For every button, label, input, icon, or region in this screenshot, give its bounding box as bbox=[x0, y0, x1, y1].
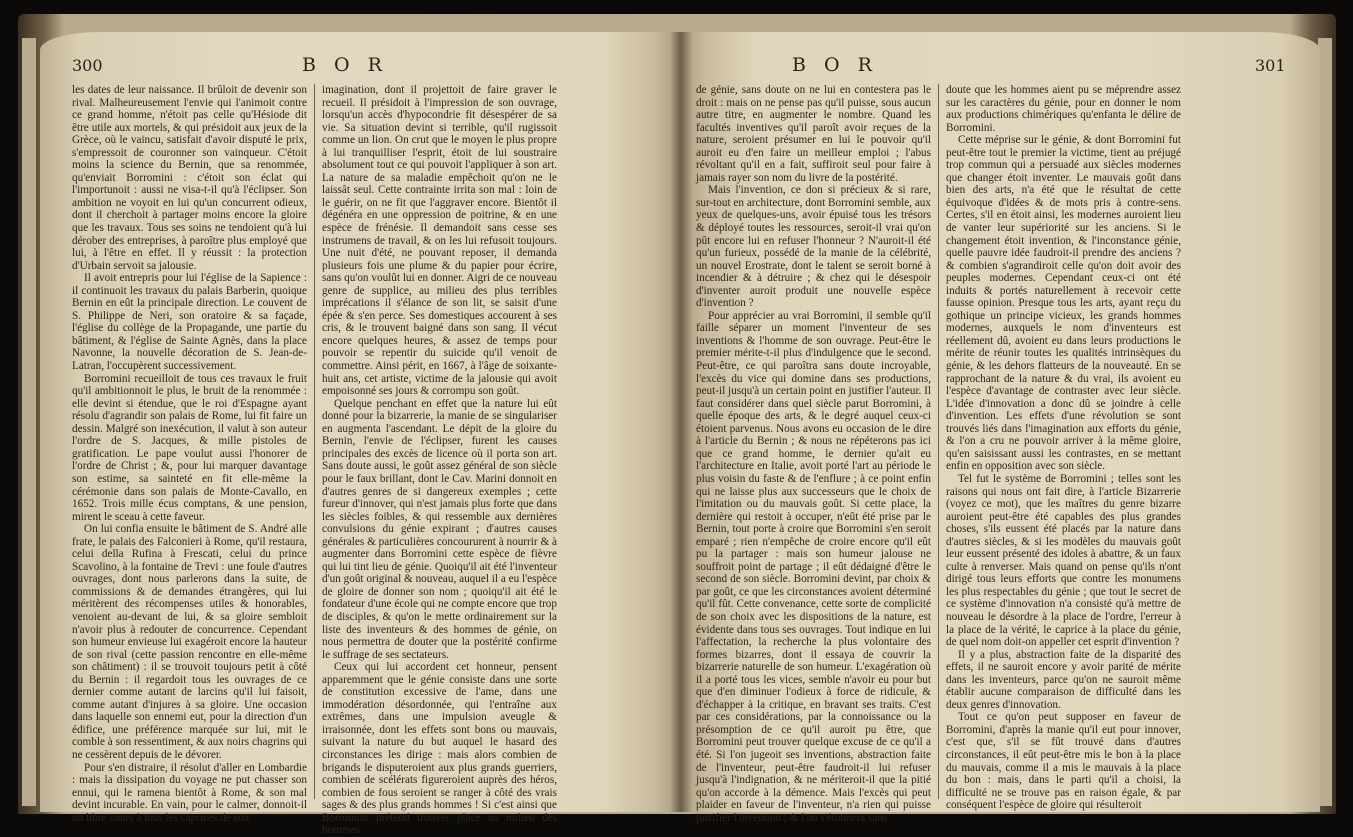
paragraph: Il avoit entrepris pour lui l'église de la Sapience : il continuoit les travaux du palais Barberin, quoique Bernin en eût la principale direction. Le couvent de S. Philippe de Neri, son oratoire & sa façade, l'église du collège de la Propagande, une partie du bâtiment, & l'église de Sainte Agnès, dans la place Navonne, la nouvelle décoration de S. Jean-de-Latran, l'occupèrent successivement. bbox=[72, 272, 307, 373]
right-page bbox=[680, 32, 1320, 824]
right-page-number: 301 bbox=[1255, 56, 1286, 75]
left-column-2 bbox=[322, 84, 557, 837]
paragraph: On lui confia ensuite le bâtiment de S. André alle frate, le palais des Falconieri à Rome, qu'il restaura, celui della Rufina à Frescati, celui du prince Scavolino, à la fontaine de Trevi : une foule d'autres ouvrages, dont nous parlerons dans la suite, de commissions & de demandes étrangères, qui lui méritèrent des récompenses utiles & honorables, venoient au-devant de lui, & sa gloire sembloit n'avoir plus à redouter de concurrence. Cependant son humeur envieuse lui exagéroit encore la hauteur de son rival (cette passion rencontre en elle-même son châtiment) : il se trouvoit toujours petit à côté du Bernin : il regardoit tous les ouvrages de ce dernier comme autant de larcins qu'il lui faisoit, comme autant d'injures à sa gloire. Une occasion dans laquelle son ennemi eut, pour la direction d'un édifice, une préférence marquée sur lui, mit le comble à son ressentiment, & aux noirs chagrins qui ne cessèrent depuis de le dévorer. bbox=[72, 523, 307, 761]
column-rule bbox=[314, 84, 315, 799]
paragraph: Pour s'en distraire, il résolut d'aller en Lombardie : mais la dissipation du voyage ne put chasser son ennui, qui le ramena bientôt à Rome, & son mal devint incurable. En vain, pour le calmer, donnoit-il un libre cours à tous les caprices de son bbox=[72, 761, 307, 824]
paragraph: imagination, dont il projettoit de faire graver le recueil. Il présidoit à l'impression de son ouvrage, lorsqu'un accès d'hypocondrie fit désespérer de sa vie. Sa situation devint si terrible, qu'il rugissoit comme un lion. On crut que le moyen le plus propre à lui tranquilliser l'esprit, étoit de lui soustraire absolument tout ce qui pouvoit l'appliquer à son art. La nature de sa maladie empêchoit qu'on ne le laissât seul. Cette contrainte irrita son mal : loin de le guérir, on ne fit que l'aggraver encore. Bientôt il dégénéra en une oppression de poitrine, & en une espèce de frénésie. Il demandoit sans cesse ses instrumens de travail, & on les lui refusoit toujours. Une nuit d'été, ne pouvant reposer, il demanda plusieurs fois une plume & du papier pour écrire, sans qu'on voulût lui en donner. Aigri de ce nouveau genre de supplice, au milieu des plus terribles imprécations il s'élance de son lit, se saisit d'une épée & s'en perce. Ses domestiques accourent à ses cris, & le trouvent baigné dans son sang. Il vécut encore quelques heures, & assez de temps pour pouvoir se repentir du suicide qu'il venoit de commettre. Ainsi périt, en 1667, à l'âge de soixante-huit ans, cet artiste, victime de la jalousie qui avoit empoisonné ses jours & corrompu son goût. bbox=[322, 84, 557, 398]
right-column-1 bbox=[696, 84, 931, 824]
book-gutter bbox=[670, 32, 692, 812]
left-column-1 bbox=[72, 84, 307, 824]
paragraph: Borromini recueilloit de tous ces travaux le fruit qu'il ambitionnoit le plus, le bruit de la renommée : elle devint si étendue, que le roi d'Espagne ayant résolu d'agrandir son palais de Rome, lui fit faire un dessin. Malgré son inexécution, il valut à son auteur l'ordre de S. Jacques, & mille pistoles de gratification. Le pape voulut aussi l'honorer de l'ordre de Christ ; &, pour lui marquer davantage son estime, sa sainteté en fit elle-même la cérémonie dans son palais de Monte-Cavallo, en 1652. Trois mille écus comptans, & une pension, mirent le sceau à cette faveur. bbox=[72, 372, 307, 523]
paragraph: les dates de leur naissance. Il brûloit de devenir son rival. Malheureusement l'envie qui l'animoit contre ce grand homme, n'étoit pas celle qu'Hésiode dit être utile aux mortels, & qui présidoit aux jeux de la Grèce, où le vaincu, satisfait d'avoir disputé le prix, s'empressoit de couronner son vainqueur. C'étoit moins la science du Bernin, que sa renommée, qu'enviait Borromini : c'étoit son éclat qui l'importunoit : aussi ne visa-t-il qu'à l'éclipser. Son ambition ne voyoit en lui qu'un concurrent odieux, dont il cherchoit à partager moins encore la gloire que les travaux. Tous ses soins ne tendoient qu'à lui dérober des entreprises, à paroître plus employé que lui, à l'être en effet. Il y réussit : la protection d'Urbain servoit sa jalousie. bbox=[72, 84, 307, 272]
right-column-2 bbox=[946, 84, 1181, 812]
paragraph: Ceux qui lui accordent cet honneur, pensent apparemment que le génie consiste dans une sorte de constitution excessive de l'ame, dans une immodération désordonnée, qui l'entraîne aux extrêmes, dans une impulsion aveugle & irraisonnée, dont les effets sont bons ou mauvais, suivant la nature du but auquel le hasard des circonstances les dirige : mais alors combien de brigands le disputeroient aux plus grands guerriers, combien de scélérats figureroient auprès des héros, combien de fous seroient se ranger à côté des vrais sages & des plus grands hommes ! Si c'est ainsi que Borromini prétend trouver place au milieu des hommes bbox=[322, 661, 557, 837]
left-page bbox=[40, 32, 680, 837]
paragraph: Pour apprécier au vrai Borromini, il semble qu'il faille séparer un moment l'inventeur de ses inventions & l'homme de son ouvrage. Peut-être le premier mérite-t-il plus d'indulgence que le second. Peut-être, ce qui paroîtra sans doute incroyable, l'excès du vice qui domine dans ses productions, peut-il jusqu'à un certain point en justifier l'auteur. Il faut considérer dans quel siècle parut Borromini, à quelle époque des arts, & le degré auquel ceux-ci étoient parvenus. Nous avons eu occasion de le dire à l'article du Bernin ; & nous ne répéterons pas ici que ce grand homme, le dernier qu'ait eu l'architecture en Italie, avoit porté l'art au période le plus voisin du faste & de l'enflure ; à ce point enfin qui ne laisse plus aux successeurs que le choix de l'imitation ou du mauvais goût. Si cette place, la dernière qui restoit à occuper, n'eût été prise par le Bernin, tout porte à croire que Borromini s'en seroit emparé ; rien n'empêche de croire encore qu'il eût pu la partager : mais son humeur jalouse ne souffroit point de partage ; il eût dédaigné d'être le second de son siècle. Borromini devint, par choix & par goût, ce que les circonstances avoient déterminé qu'il fût. Cette convenance, cette sorte de complicité de son choix avec les dispositions de la nature, est évidente dans tous ses ouvrages. Tout indique en lui l'affectation, la recherche la plus volontaire des formes bizarres, dont il essaya de couvrir la bizarrerie naturelle de son humeur. L'exagération où il a porté tous les vices, semble n'avoir eu pour but que d'en diminuer l'odieux à force de ridicule, & d'échapper à la critique, en bravant ses traits. C'est par ces considérations, par la connoissance ou la présomption de ce qu'il auroit pu être, que Borromini peut trouver quelque excuse de ce qu'il a été. Si l'on jugeoit ses inventions, abstraction faite de l'inventeur, peut-être faudroit-il lui refuser jusqu'à l'indignation, & ne mériteroit-il que la pitié qu'on accorde à la démence. Mais l'excès qui peut plaider en faveur de l'inventeur, n'a rien qui puisse justifier l'invention ; & l'on s'étonnera sans bbox=[696, 309, 931, 824]
page-edges-left bbox=[22, 38, 36, 806]
paragraph: Tout ce qu'on peut supposer en faveur de Borromini, d'après la manie qu'il eut pour innover, c'est que, s'il se fût trouvé dans d'autres circonstances, il eût peut-être mis le bon à la place du mauvais, comme il a mis le mauvais à la place du bon : mais, dans le parti qu'il a choisi, la difficulté ne se trouve pas en raison égale, & par conséquent l'espèce de gloire qui résulteroit bbox=[946, 711, 1181, 812]
right-running-head: B O R bbox=[792, 54, 878, 76]
page-edges-right bbox=[1318, 38, 1332, 806]
paragraph: Tel fut le système de Borromini ; telles sont les raisons qui nous ont fait dire, à l'article Bizarrerie (voyez ce mot), que les maîtres du genre bizarre auroient peut-être été capables des plus grandes choses, s'ils eussent été placés par la nature dans d'autres siècles, & si les modèles du mauvais goût leur eussent présenté des idoles à abattre, & un faux culte à renverser. Mais quand on pense qu'ils n'ont dirigé tous leurs efforts que contre les monumens les plus respectables du génie ; que tout le secret de ce système d'innovation n'a consisté qu'à mettre de nouveau le désordre à la place de l'ordre, l'erreur à la place de la vérité, le caprice à la place du génie, de quel nom doit-on appeller cet esprit d'invention ? bbox=[946, 472, 1181, 649]
left-running-head: B O R bbox=[302, 54, 388, 76]
paragraph: doute que les hommes aient pu se méprendre assez sur les caractères du génie, pour en donner le nom aux productions chimériques qu'enfanta le délire de Borromini. bbox=[946, 84, 1181, 134]
open-book bbox=[18, 14, 1336, 837]
paragraph: Cette méprise sur le génie, & dont Borromini fut peut-être tout le premier la victime, tient au préjugé trop commun qui a persuadé aux siècles modernes que changer étoit inventer. Le mauvais goût dans bien des arts, n'a été que le résultat de cette équivoque d'idées & de mots pris à contre-sens. Certes, s'il en étoit ainsi, les modernes auroient lieu de vanter leur supériorité sur les anciens. Si le changement étoit invention, & l'inconstance génie, quelle pauvre idée faudroit-il prendre des anciens ? & combien s'agrandiroit celle qu'on doit avoir des peuples modernes. Cependant ceux-ci ont été induits & portés naturellement à recevoir cette fausse opinion. Presque tous les arts, ayant reçu du gothique un principe vicieux, les grands hommes modernes, auxquels le nom d'inventeurs est réellement dû, avoient eu dans leurs productions le mérite de réunir toutes les qualités intrinsèques du génie, & les dehors flatteurs de la nouveauté. En se rapprochant de la nature & du vrai, ils avoient eu l'espèce d'avantage de contraster avec leur siècle. L'idée d'innovation a donc dû se joindre à celle d'invention. Les effets d'une révolution se sont trouvés liés dans l'imagination aux efforts du génie, & l'on a cru ne pouvoir arriver à la même gloire, qu'en saisissant aussi les contrastes, en se mettant enfin en opposition avec son siècle. bbox=[946, 134, 1181, 473]
column-rule bbox=[938, 84, 939, 799]
left-page-number: 300 bbox=[72, 56, 103, 75]
paragraph: Il y a plus, abstraction faite de la disparité des effets, il ne sauroit encore y avoir parité de mérite dans les inventeurs, parce qu'on ne sauroit même établir aucune comparaison de difficulté dans les deux genres d'innovation. bbox=[946, 648, 1181, 711]
paragraph: de génie, sans doute on ne lui en contestera pas le droit : mais on ne pense pas qu'il puisse, sous aucun autre titre, en augmenter le nombre. Quand les facultés inventives qu'il paroît avoir reçues de la nature, seroient présumer en lui le pouvoir qu'il auroit eu d'en faire un meilleur emploi ; l'abus révoltant qu'il en a fait, suffiroit seul pour faire à jamais rayer son nom du livre de la postérité. bbox=[696, 84, 931, 184]
paragraph: Mais l'invention, ce don si précieux & si rare, sur-tout en architecture, dont Borromini semble, aux yeux de quelques-uns, avoir épuisé tous les trésors & déployé toutes les ressources, seroit-il vrai qu'on pût encore lui en refuser l'honneur ? N'auroit-il été qu'un furieux, possédé de la manie de la célébrité, un nouvel Erostrate, dont le talent se seroit borné à incendier & à détruire ; & chez qui le désespoir d'inventer auroit produit une nouvelle espèce d'invention ? bbox=[696, 184, 931, 310]
paragraph: Quelque penchant en effet que la nature lui eût donné pour la bizarrerie, la manie de se singulariser en augmenta l'ascendant. Le dépit de la gloire du Bernin, l'envie de l'éclipser, furent les causes principales des excès de licence où il porta son art. Sans doute aussi, le goût assez général de son siècle pour le faux brillant, dont le Cav. Marini donnoit en d'autres genres de si dangereux exemples ; cette fureur d'innover, qui n'est jamais plus forte que dans les siècles foibles, & qui ressemble aux dernières convulsions du génie expirant ; d'autres causes générales & particulières concoururent à nourrir & à augmenter dans Borromini cette espèce de fièvre qui lui tint lieu de génie. Quoiqu'il ait été l'inventeur d'un goût original & nouveau, auquel il a eu l'espèce de gloire de donner son nom ; quoiqu'il ait été le fondateur d'une école qui ne compte encore que trop de disciples, & qu'on le mette ordinairement sur la liste des inventeurs & des hommes de génie, on nous permettra de douter que la postérité confirme le suffrage de ses sectateurs. bbox=[322, 397, 557, 661]
